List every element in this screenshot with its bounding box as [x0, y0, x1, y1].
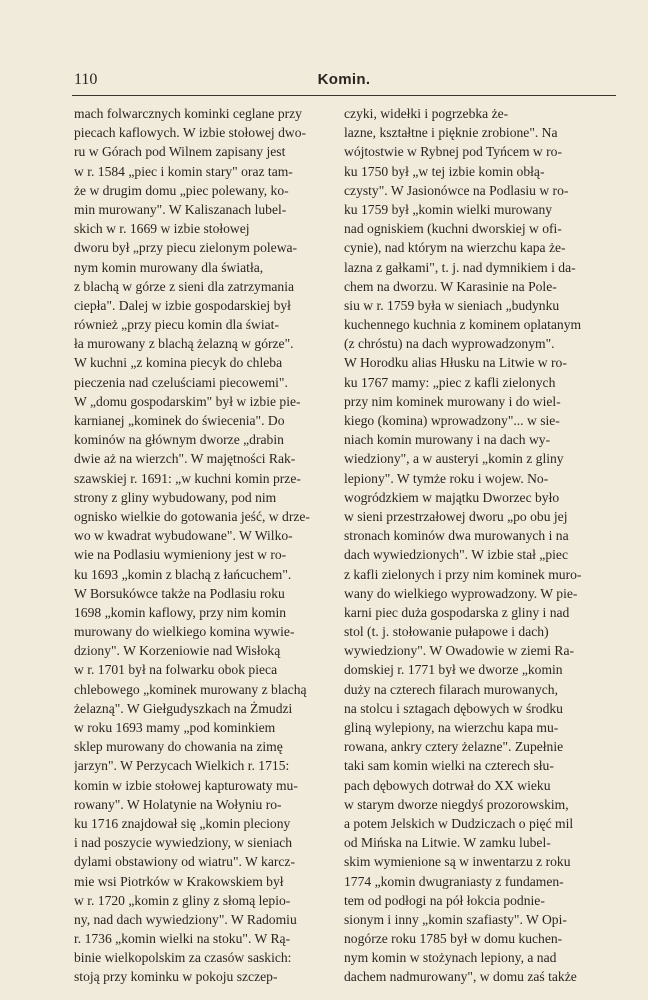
text-line: w starym dworze niegdyś prozorowskim,: [344, 796, 569, 812]
text-line: sklep murowany do chowania na zimę: [74, 739, 283, 755]
text-line: lazna z gałkami", t. j. nad dymnikiem i da-: [344, 259, 576, 275]
text-line: stoją przy kominku w pokoju szczep-: [74, 969, 278, 985]
text-line: duży na czterech filarach murowanych,: [344, 681, 558, 697]
page-number: 110: [74, 71, 98, 88]
text-line: mach folwarcznych kominki ceglane przy: [74, 106, 302, 121]
text-line: karnianej „kominek do świecenia". Do: [74, 413, 285, 428]
text-line: czyki, widełki i pogrzebka że-: [344, 106, 509, 121]
text-line: skich w r. 1669 w izbie stołowej: [74, 221, 250, 237]
text-line: ognisko wielkie do gotowania jeść, w drze-: [74, 508, 310, 524]
text-line: taki sam komin wielki na czterech słu-: [344, 758, 554, 774]
text-line: dachem nadmurowany", w domu zaś także: [344, 969, 577, 985]
text-line: domskiej r. 1771 był we dworze „komin: [344, 662, 563, 678]
text-line: dylami obstawiony od wiatru". W karcz-: [74, 854, 295, 870]
text-line: nym komin murowany dla światła,: [74, 259, 264, 275]
text-line: od Mińska na Litwie. W zamku lubel-: [344, 835, 551, 851]
text-line: kominów na głównym dworze „drabin: [74, 432, 284, 448]
text-line: dziony". W Korzeniowie nad Wisłoką: [74, 643, 281, 659]
text-line: a potem Jelskich w Dudziczach o pięć mil: [344, 815, 574, 831]
text-line: ku 1767 mamy: „piec z kafli zielonych: [344, 374, 556, 390]
text-line: kiego (komina) wprowadzony"... w sie-: [344, 413, 560, 428]
text-line: z kafli zielonych i przy nim kominek muro-: [344, 566, 582, 582]
text-line: rowana, ankry cztery żelazne". Zupełnie: [344, 739, 564, 755]
text-line: ny, nad dach wywiedziony". W Radomiu: [74, 911, 297, 927]
text-line: nogórze roku 1785 był w domu kuchen-: [344, 931, 563, 947]
text-line: rowany". W Holatynie na Wołyniu ro-: [74, 796, 282, 812]
text-line: ciepła". Dalej w izbie gospodarskiej był: [74, 297, 291, 313]
text-line: w r. 1584 „piec i komin stary" oraz tam-: [74, 163, 293, 179]
text-line: żelazną". W Giełgudyszkach na Żmudzi: [74, 700, 293, 716]
text-line: lepiony". W tymże roku i wojew. No-: [344, 470, 549, 486]
text-line: w roku 1693 mamy „pod kominkiem: [74, 720, 276, 735]
text-line: dach wywiedzionych". W izbie stał „piec: [344, 547, 568, 563]
text-line: pach dębowych dotrwał do XX wieku: [344, 777, 551, 793]
text-line: binie wielkopolskim za czasów saskich:: [74, 950, 292, 966]
text-line: siu w r. 1759 była w sieniach „budynku: [344, 297, 560, 313]
text-line: piecach kaflowych. W izbie stołowej dwo-: [74, 125, 307, 141]
text-line: r. 1736 „komin wielki na stoku". W Rą-: [74, 931, 291, 947]
text-line: min murowany". W Kaliszanach lubel-: [74, 201, 287, 217]
text-line: 1774 „komin dwugraniasty z fundamen-: [344, 873, 564, 889]
text-line: skim wymienione są w inwentarzu z roku: [344, 854, 571, 870]
text-line: w r. 1701 był na folwarku obok pieca: [74, 662, 278, 678]
text-line: pieczenia nad czeluściami piecowemi".: [74, 374, 288, 390]
text-line: wiedziony", a w austeryi „komin z gliny: [344, 451, 564, 467]
text-line: wo w kwadrat wybudowane". W Wilko-: [74, 528, 293, 544]
text-line: stol (t. j. stołowanie pułapowe i dach): [344, 624, 549, 640]
text-line: ru w Górach pod Wilnem zapisany jest: [74, 144, 286, 160]
text-line: ku 1693 „komin z blachą z łańcuchem".: [74, 566, 292, 582]
text-line: w sieni przestrzałowej dworu „po obu jej: [344, 508, 568, 524]
running-header: [74, 71, 614, 91]
text-line: wogródzkiem w majątku Dworzec było: [344, 489, 560, 505]
text-line: (z chróstu) na dach wyprowadzonym".: [344, 336, 555, 352]
text-line: komin w izbie stołowej kapturowaty mu-: [74, 777, 298, 793]
text-line: w r. 1720 „komin z gliny z słomą lepio-: [74, 892, 291, 908]
text-line: W Horodku alias Hłusku na Litwie w ro-: [344, 355, 567, 371]
text-line: murowany do wielkiego komina wywie-: [74, 624, 295, 640]
left-column: [74, 104, 342, 987]
text-line: dworu był „przy piecu zielonym polewa-: [74, 240, 298, 256]
text-line: W Borsukówce także na Podlasiu roku: [74, 585, 285, 601]
text-line: również „przy piecu komin dla świat-: [74, 317, 279, 333]
text-line: jarzyn". W Perzycach Wielkich r. 1715:: [74, 758, 290, 774]
running-title: Komin.: [317, 71, 371, 88]
header-rule: [72, 95, 616, 96]
text-line: W kuchni „z komina piecyk do chleba: [74, 355, 283, 371]
text-line: ku 1716 znajdował się „komin pleciony: [74, 815, 291, 831]
text-line: ku 1759 był „komin wielki murowany: [344, 201, 553, 217]
text-line: kuchennego kuchnia z kominem oplatanym: [344, 317, 582, 333]
text-line: gliną wylepiony, na wierzchu kapa mu-: [344, 720, 559, 735]
text-line: czysty". W Jasionówce na Podlasiu w ro-: [344, 182, 569, 198]
text-line: wójtostwie w Rybnej pod Tyńcem w ro-: [344, 144, 562, 160]
text-line: na stolcu i sztagach dębowych w środku: [344, 700, 563, 716]
text-line: dwie aż na wierzch". W majętności Rak-: [74, 451, 296, 467]
text-line: sionym i inny „komin szafiasty". W Opi-: [344, 911, 567, 927]
text-line: wie na Podlasiu wymieniony jest w ro-: [74, 547, 287, 563]
text-line: nad ogniskiem (kuchni dworskiej w ofi-: [344, 221, 562, 237]
text-line: niach komin murowany i na dach wy-: [344, 432, 551, 448]
text-line: wany do wielkiego wyprowadzony. W pie-: [344, 585, 578, 601]
text-line: nym komin w stożynach lepiony, a nad: [344, 950, 557, 966]
text-line: cynie), nad którym na wierzchu kapa że-: [344, 240, 566, 256]
text-line: mie wsi Piotrków w Krakowskiem był: [74, 873, 284, 889]
text-line: chem na dworzu. W Karasinie na Pole-: [344, 278, 557, 294]
text-line: strony z gliny wybudowany, pod nim: [74, 489, 277, 505]
text-line: chlebowego „kominek murowany z blachą: [74, 681, 307, 697]
text-line: tem od podłogi na pół łokcia podnie-: [344, 892, 545, 908]
text-line: lazne, kształtne i pięknie zrobione". Na: [344, 125, 558, 141]
text-line: że w drugim domu „piec polewany, ko-: [74, 182, 289, 198]
text-line: karni piec duża gospodarska z gliny i nad: [344, 604, 570, 620]
text-line: stronach kominów dwa murowanych i na: [344, 528, 569, 544]
text-line: 1698 „komin kaflowy, przy nim komin: [74, 604, 287, 620]
text-line: z blachą w górze z sieni dla zatrzymania: [74, 278, 295, 294]
text-line: szawskiej r. 1691: „w kuchni komin prze-: [74, 470, 301, 486]
text-line: W „domu gospodarskim" był w izbie pie-: [74, 393, 301, 409]
text-line: ła murowany z blachą żelazną w górze".: [74, 336, 294, 352]
text-line: przy nim kominek murowany i do wiel-: [344, 393, 561, 409]
text-line: wywiedziony". W Owadowie w ziemi Ra-: [344, 643, 575, 659]
text-line: ku 1750 był „w tej izbie komin obłą-: [344, 163, 545, 179]
text-line: i nad poszycie wywiedziony, w sieniach: [74, 835, 293, 851]
right-column: [344, 104, 612, 987]
